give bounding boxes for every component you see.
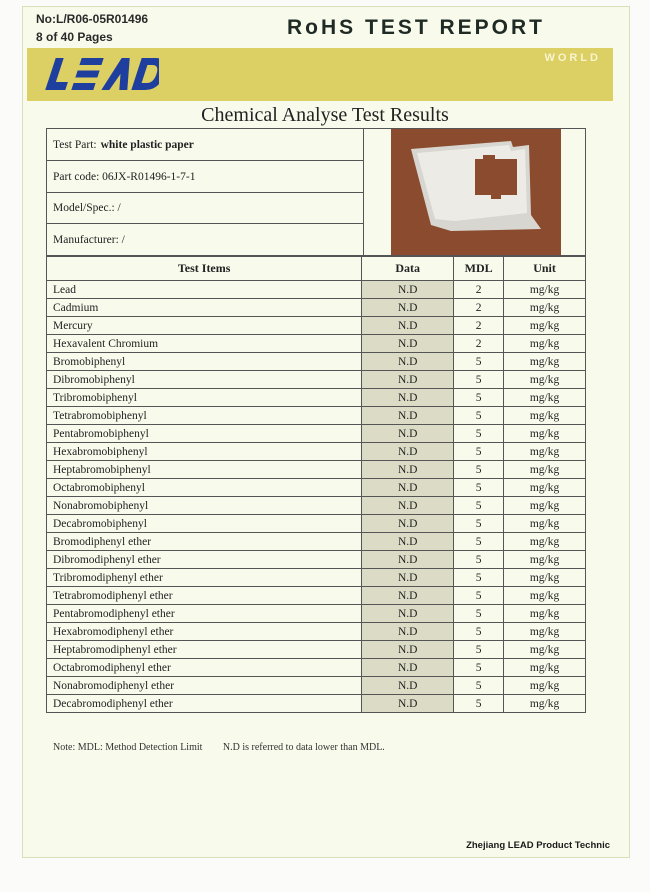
data-cell: N.D	[362, 317, 454, 335]
test-item-cell: Bromodiphenyl ether	[47, 533, 362, 551]
mdl-cell: 2	[454, 281, 504, 299]
unit-cell: mg/kg	[504, 353, 586, 371]
table-row	[47, 587, 586, 605]
data-cell: N.D	[362, 569, 454, 587]
test-item-cell: Pentabromobiphenyl	[47, 425, 362, 443]
test-item-cell: Mercury	[47, 317, 362, 335]
test-item-cell: Decabromobiphenyl	[47, 515, 362, 533]
data-cell: N.D	[362, 533, 454, 551]
table-row	[47, 389, 586, 407]
mdl-cell: 5	[454, 623, 504, 641]
test-item-cell: Octabromobiphenyl	[47, 479, 362, 497]
sample-photo	[391, 129, 561, 255]
test-item-cell: Decabromodiphenyl ether	[47, 695, 362, 713]
note-nd: N.D is referred to data lower than MDL.	[222, 742, 385, 753]
unit-cell: mg/kg	[504, 695, 586, 713]
unit-cell: mg/kg	[504, 407, 586, 425]
table-row	[47, 425, 586, 443]
table-row	[47, 677, 586, 695]
unit-cell: mg/kg	[504, 371, 586, 389]
unit-cell: mg/kg	[504, 623, 586, 641]
data-cell: N.D	[362, 641, 454, 659]
data-cell: N.D	[362, 677, 454, 695]
mdl-cell: 5	[454, 407, 504, 425]
unit-cell: mg/kg	[504, 335, 586, 353]
table-row	[47, 299, 586, 317]
unit-cell: mg/kg	[504, 659, 586, 677]
data-cell: N.D	[362, 551, 454, 569]
header-unit: Unit	[504, 257, 586, 281]
mdl-cell: 5	[454, 551, 504, 569]
unit-cell: mg/kg	[504, 587, 586, 605]
table-row	[47, 335, 586, 353]
table-row	[47, 659, 586, 677]
table-row	[47, 407, 586, 425]
unit-cell: mg/kg	[504, 389, 586, 407]
table-row	[47, 479, 586, 497]
table-row	[47, 515, 586, 533]
table-row	[47, 281, 586, 299]
data-cell: N.D	[362, 389, 454, 407]
table-row	[47, 353, 586, 371]
table-row	[47, 317, 586, 335]
test-item-cell: Lead	[47, 281, 362, 299]
mdl-cell: 5	[454, 425, 504, 443]
lead-logo	[39, 54, 159, 99]
data-cell: N.D	[362, 335, 454, 353]
manufacturer-row	[47, 224, 363, 255]
mdl-cell: 5	[454, 461, 504, 479]
table-row	[47, 497, 586, 515]
unit-cell: mg/kg	[504, 479, 586, 497]
mdl-cell: 5	[454, 605, 504, 623]
data-cell: N.D	[362, 461, 454, 479]
test-item-cell: Bromobiphenyl	[47, 353, 362, 371]
test-item-cell: Hexabromobiphenyl	[47, 443, 362, 461]
data-cell: N.D	[362, 479, 454, 497]
test-item-cell: Hexavalent Chromium	[47, 335, 362, 353]
test-item-cell: Nonabromodiphenyl ether	[47, 677, 362, 695]
page-count: 8 of 40 Pages	[36, 30, 113, 44]
test-item-cell: Tribromodiphenyl ether	[47, 569, 362, 587]
unit-cell: mg/kg	[504, 677, 586, 695]
data-cell: N.D	[362, 659, 454, 677]
unit-cell: mg/kg	[504, 641, 586, 659]
data-cell: N.D	[362, 299, 454, 317]
test-part-value: white plastic paper	[100, 138, 194, 151]
test-item-cell: Hexabromodiphenyl ether	[47, 623, 362, 641]
mdl-cell: 5	[454, 641, 504, 659]
mdl-cell: 2	[454, 299, 504, 317]
unit-cell: mg/kg	[504, 515, 586, 533]
test-item-cell: Heptabromobiphenyl	[47, 461, 362, 479]
test-item-cell: Tetrabromodiphenyl ether	[47, 587, 362, 605]
unit-cell: mg/kg	[504, 425, 586, 443]
table-row	[47, 695, 586, 713]
manufacturer: Manufacturer: /	[53, 233, 125, 246]
table-row	[47, 371, 586, 389]
mdl-cell: 5	[454, 695, 504, 713]
unit-cell: mg/kg	[504, 605, 586, 623]
test-part-row	[47, 129, 363, 161]
mdl-cell: 2	[454, 335, 504, 353]
table-row	[47, 443, 586, 461]
data-cell: N.D	[362, 587, 454, 605]
test-item-cell: Dibromobiphenyl	[47, 371, 362, 389]
mdl-cell: 5	[454, 389, 504, 407]
data-cell: N.D	[362, 443, 454, 461]
sample-info-box	[46, 128, 586, 256]
model-spec: Model/Spec.: /	[53, 202, 121, 214]
test-item-cell: Tribromobiphenyl	[47, 389, 362, 407]
document-title: Chemical Analyse Test Results	[201, 104, 449, 126]
header-test-items: Test Items	[47, 257, 362, 281]
data-cell: N.D	[362, 371, 454, 389]
table-row	[47, 551, 586, 569]
mdl-cell: 5	[454, 533, 504, 551]
unit-cell: mg/kg	[504, 461, 586, 479]
unit-cell: mg/kg	[504, 497, 586, 515]
table-header-row	[47, 257, 586, 281]
footer-company: Zhejiang LEAD Product Technic	[466, 840, 610, 851]
results-table	[46, 256, 586, 713]
data-cell: N.D	[362, 623, 454, 641]
mdl-cell: 5	[454, 659, 504, 677]
mdl-cell: 5	[454, 479, 504, 497]
unit-cell: mg/kg	[504, 299, 586, 317]
report-meta	[36, 10, 148, 46]
mdl-cell: 5	[454, 569, 504, 587]
table-row	[47, 461, 586, 479]
unit-cell: mg/kg	[504, 281, 586, 299]
info-divider	[363, 129, 364, 255]
mdl-cell: 5	[454, 515, 504, 533]
model-spec-row	[47, 193, 363, 224]
test-item-cell: Nonabromobiphenyl	[47, 497, 362, 515]
mdl-cell: 5	[454, 497, 504, 515]
part-code-row	[47, 161, 363, 193]
unit-cell: mg/kg	[504, 569, 586, 587]
report-number: No:L/R06-05R01496	[36, 12, 149, 26]
test-item-cell: Heptabromodiphenyl ether	[47, 641, 362, 659]
data-cell: N.D	[362, 515, 454, 533]
unit-cell: mg/kg	[504, 533, 586, 551]
test-item-cell: Tetrabromobiphenyl	[47, 407, 362, 425]
data-cell: N.D	[362, 353, 454, 371]
mdl-cell: 5	[454, 371, 504, 389]
unit-cell: mg/kg	[504, 317, 586, 335]
test-item-cell: Octabromodiphenyl ether	[47, 659, 362, 677]
test-part-label: Test Part:	[53, 138, 97, 151]
table-row	[47, 569, 586, 587]
mdl-cell: 5	[454, 443, 504, 461]
test-item-cell: Dibromodiphenyl ether	[47, 551, 362, 569]
data-cell: N.D	[362, 695, 454, 713]
table-row	[47, 623, 586, 641]
mdl-cell: 5	[454, 587, 504, 605]
table-row	[47, 533, 586, 551]
table-row	[47, 641, 586, 659]
data-cell: N.D	[362, 425, 454, 443]
part-code: Part code: 06JX-R01496-1-7-1	[53, 170, 196, 183]
test-item-cell: Pentabromodiphenyl ether	[47, 605, 362, 623]
unit-cell: mg/kg	[504, 443, 586, 461]
mdl-cell: 5	[454, 677, 504, 695]
data-cell: N.D	[362, 605, 454, 623]
data-cell: N.D	[362, 407, 454, 425]
report-title: RoHS TEST REPORT	[287, 16, 546, 39]
unit-cell: mg/kg	[504, 551, 586, 569]
table-note	[53, 742, 403, 753]
table-row	[47, 605, 586, 623]
mdl-cell: 2	[454, 317, 504, 335]
test-item-cell: Cadmium	[47, 299, 362, 317]
world-label: WORLD	[544, 52, 601, 64]
mdl-cell: 5	[454, 353, 504, 371]
data-cell: N.D	[362, 281, 454, 299]
note-mdl: Note: MDL: Method Detection Limit	[53, 742, 203, 753]
data-cell: N.D	[362, 497, 454, 515]
header-data: Data	[362, 257, 454, 281]
brand-band	[27, 48, 613, 101]
header-mdl: MDL	[454, 257, 504, 281]
